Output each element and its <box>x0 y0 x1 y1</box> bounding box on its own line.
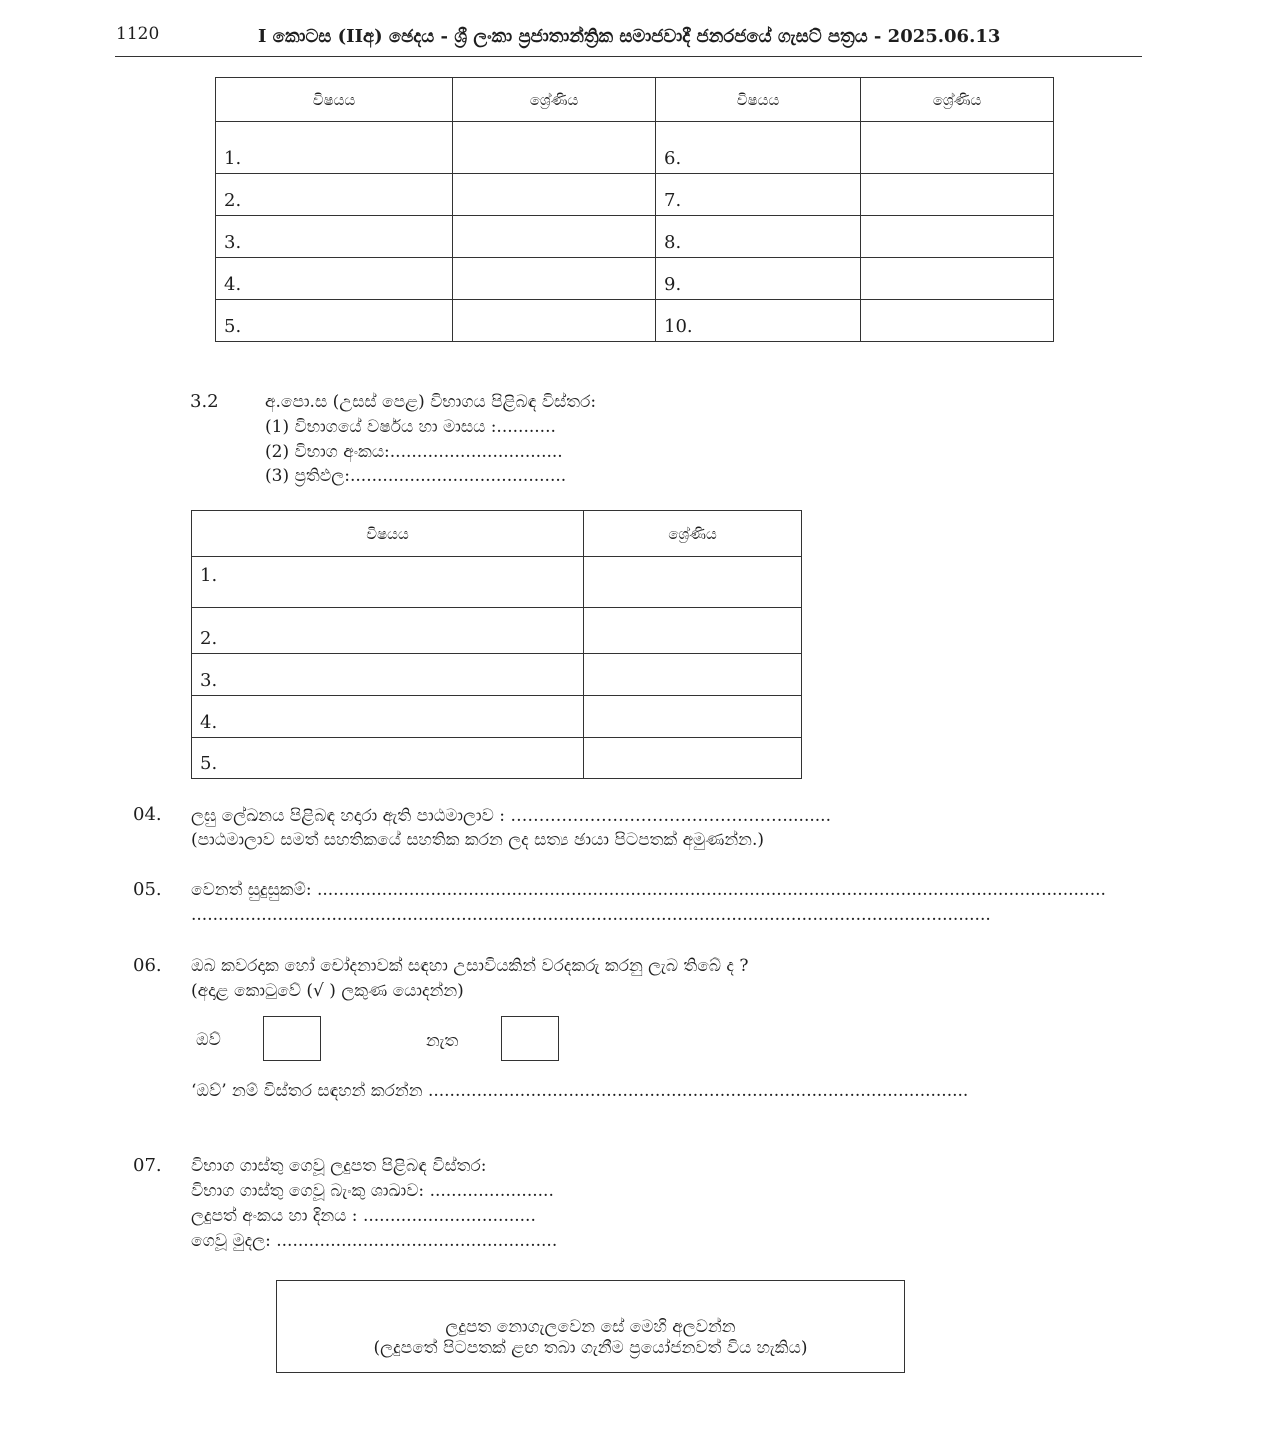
subjects-grades-table-ol <box>215 77 1054 342</box>
bank-branch-field[interactable]: විභාග ගාස්තු ගෙවූ බැංකු ශාඛාව: ....................... <box>191 1181 554 1201</box>
row-number-cell: 1. <box>192 557 584 608</box>
section-3-2-title: අ.පො.ස (උසස් පෙළ) විභාගය පිළිබඳ විස්තර: <box>265 392 597 412</box>
table-row <box>192 557 802 608</box>
table-row <box>192 696 802 738</box>
column-header-subject: විෂයය <box>192 511 584 557</box>
other-qualifications-continuation[interactable]: .................................................................................................................................................... <box>191 905 991 925</box>
row-number-cell: 5. <box>192 738 584 779</box>
column-header-grade: ශ්‍රේණිය <box>453 78 656 122</box>
amount-paid-field[interactable]: ගෙවූ මුදල: .................................................... <box>191 1231 558 1251</box>
row-number-cell: 6. <box>656 122 861 174</box>
other-qualifications-field[interactable]: වෙනත් සුදුසුකම්: .................................................................................................................................................. <box>191 880 1106 900</box>
grade-entry-cell[interactable] <box>584 654 802 696</box>
fee-receipt-heading: විභාග ගාස්තු ගෙවූ ලදුපත පිළිබඳ විස්තර: <box>191 1156 487 1176</box>
yes-label: ඔව් <box>196 1030 221 1050</box>
row-number-cell: 10. <box>656 300 861 342</box>
section-number-04: 04. <box>133 804 162 825</box>
grade-entry-cell[interactable] <box>453 258 656 300</box>
conviction-details-field[interactable]: ‘ඔව්’ නම් විස්තර සඳහන් කරන්න .................................................................................................... <box>191 1081 969 1101</box>
row-number-cell: 1. <box>216 122 453 174</box>
row-number-cell: 4. <box>192 696 584 738</box>
grade-entry-cell[interactable] <box>453 300 656 342</box>
grade-entry-cell[interactable] <box>584 557 802 608</box>
column-header-subject: විෂයය <box>216 78 453 122</box>
grade-entry-cell[interactable] <box>861 122 1054 174</box>
row-number-cell: 2. <box>192 608 584 654</box>
header-divider <box>115 56 1142 57</box>
section-number-06: 06. <box>133 955 162 976</box>
grade-entry-cell[interactable] <box>453 216 656 258</box>
no-checkbox[interactable] <box>501 1016 559 1061</box>
grade-entry-cell[interactable] <box>861 216 1054 258</box>
row-number-cell: 8. <box>656 216 861 258</box>
column-header-grade: ශ්‍රේණිය <box>584 511 802 557</box>
table-row <box>216 174 1054 216</box>
column-header-grade: ශ්‍රේණිය <box>861 78 1054 122</box>
gazette-header-title: I කොටස (IIඅ) ඡෙදය - ශ්‍රී ලංකා ප්‍රජාතාන්ත්‍රික සමාජවාදී ජනරජයේ ගැසට් පත්‍රය - 2025.06.13 <box>258 26 1001 47</box>
shorthand-course-field[interactable]: ලඝු ලේඛනය පිළිබඳ හදාරා ඇති පාඨමාලාව : …………………………………………......... <box>191 806 831 826</box>
exam-index-number-field[interactable]: (2) විභාග අංකය:................................ <box>265 442 563 462</box>
yes-checkbox[interactable] <box>263 1016 321 1061</box>
row-number-cell: 9. <box>656 258 861 300</box>
conviction-instruction: (අදාළ කොටුවේ (√ ) ලකුණ යොදන්න) <box>191 981 464 1001</box>
table-row <box>192 608 802 654</box>
grade-entry-cell[interactable] <box>861 174 1054 216</box>
section-number-07: 07. <box>133 1155 162 1176</box>
no-label: නැත <box>426 1031 459 1051</box>
grade-entry-cell[interactable] <box>861 300 1054 342</box>
row-number-cell: 3. <box>216 216 453 258</box>
table-row <box>216 216 1054 258</box>
row-number-cell: 3. <box>192 654 584 696</box>
exam-year-month-field[interactable]: (1) විභාගයේ වර්ෂය හා මාසය :........... <box>265 417 556 437</box>
page-number: 1120 <box>116 24 160 44</box>
grade-entry-cell[interactable] <box>584 738 802 779</box>
grade-entry-cell[interactable] <box>453 174 656 216</box>
receipt-box-instruction: ලදුපත නොගැලවෙන සේ මෙහි අලවන්න <box>445 1317 736 1337</box>
row-number-cell: 7. <box>656 174 861 216</box>
table-row <box>192 738 802 779</box>
table-row <box>216 258 1054 300</box>
receipt-paste-box[interactable] <box>276 1280 905 1373</box>
shorthand-course-note: (පාඨමාලාව සමත් සහතිකයේ සහතික කරන ලද සත්‍ය ඡායා පිටපතක් අමුණන්න.) <box>191 830 765 850</box>
subjects-grades-table-al <box>191 510 802 779</box>
grade-entry-cell[interactable] <box>861 258 1054 300</box>
column-header-subject: විෂයය <box>656 78 861 122</box>
grade-entry-cell[interactable] <box>584 696 802 738</box>
row-number-cell: 4. <box>216 258 453 300</box>
row-number-cell: 2. <box>216 174 453 216</box>
row-number-cell: 5. <box>216 300 453 342</box>
grade-entry-cell[interactable] <box>453 122 656 174</box>
table-row <box>216 300 1054 342</box>
section-number-3-2: 3.2 <box>190 391 219 412</box>
exam-results-field[interactable]: (3) ප්‍රතිඵල:........................................ <box>265 466 567 486</box>
section-number-05: 05. <box>133 879 162 900</box>
receipt-number-date-field[interactable]: ලදුපත් අංකය හා දිනය : ................................ <box>191 1206 536 1226</box>
conviction-question: ඔබ කවරදාක හෝ චෝදනාවක් සඳහා උසාවියකින් වරදකරු කරනු ලැබ තිබේ ද ? <box>191 956 749 976</box>
table-row <box>192 654 802 696</box>
grade-entry-cell[interactable] <box>584 608 802 654</box>
table-row <box>216 122 1054 174</box>
receipt-box-note: (ලදුපතේ පිටපතක් ළඟ තබා ගැනීම ප්‍රයෝජනවත් විය හැකිය) <box>373 1338 808 1358</box>
